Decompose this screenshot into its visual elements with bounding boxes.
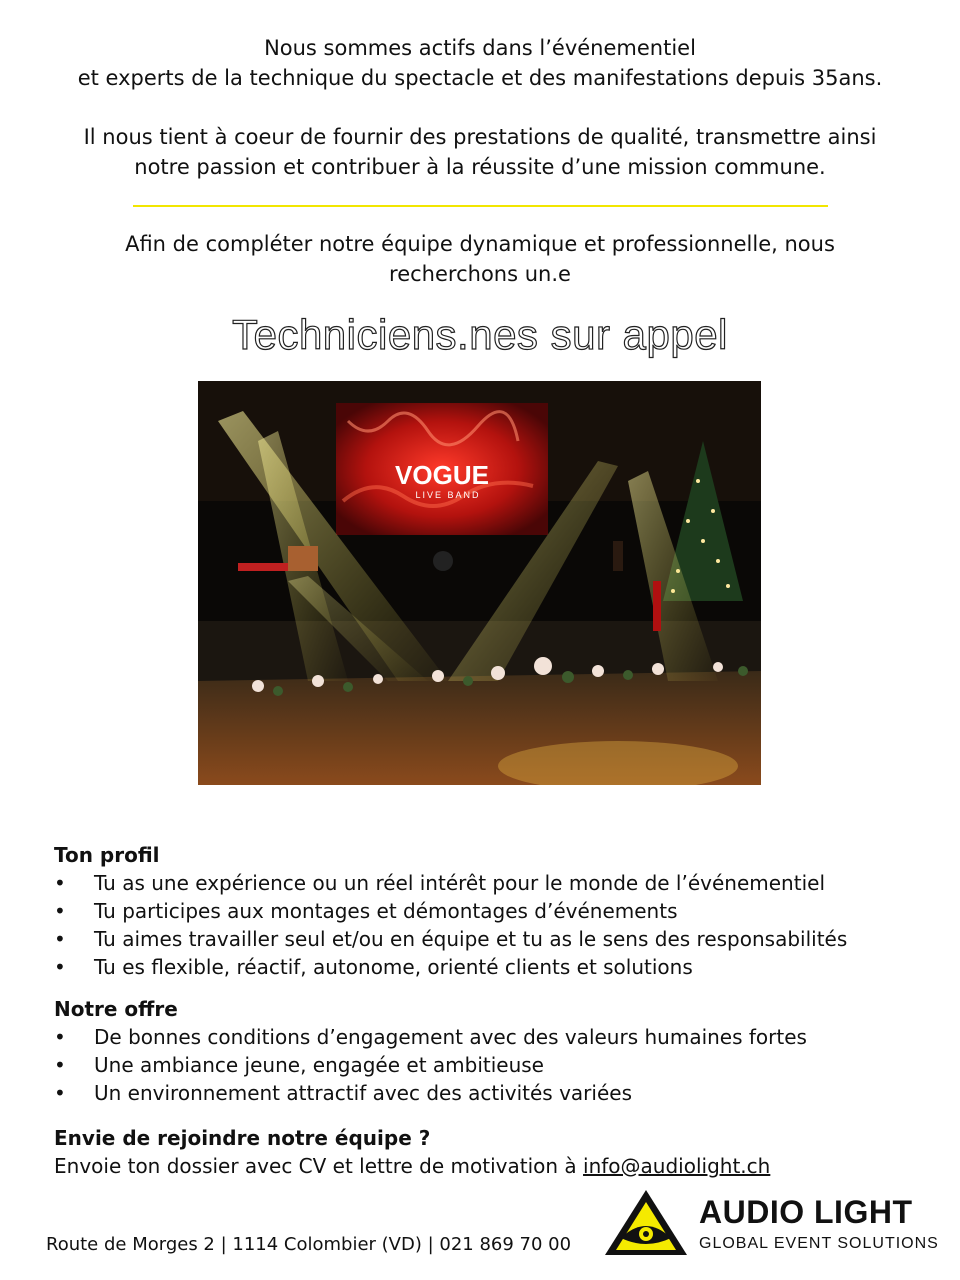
profile-list — [54, 869, 934, 981]
offer-list — [54, 1023, 934, 1107]
list-item: • De bonnes conditions d’engagement avec des valeurs humaines fortes — [54, 1023, 934, 1051]
screen-brand-text: VOGUE — [395, 460, 489, 490]
footer-address: Route de Morges 2 | 1114 Colombier (VD) | 021 869 70 00 — [46, 1234, 572, 1255]
list-item: • Tu as une expérience ou un réel intérêt pour le monde de l’événementiel — [54, 869, 934, 897]
list-item: • Une ambiance jeune, engagée et ambitieuse — [54, 1051, 934, 1079]
intro-paragraph-2 — [40, 122, 920, 182]
list-item: • Un environnement attractif avec des activités variées — [54, 1079, 934, 1107]
audio-light-logo-icon — [603, 1188, 689, 1262]
yellow-divider — [133, 205, 828, 207]
intro-line: et experts de la technique du spectacle et des manifestations depuis 35ans. — [77, 66, 883, 90]
job-title: Techniciens.nes sur appel — [232, 311, 728, 358]
intro-line: notre passion et contribuer à la réussite d’une mission commune. — [134, 155, 826, 179]
intro-line: Nous sommes actifs dans l’événementiel — [264, 36, 696, 60]
list-item: • Tu participes aux montages et démontages d’événements — [54, 897, 934, 925]
brand-name: AUDIO LIGHT — [699, 1194, 913, 1230]
email-link[interactable]: info@audiolight.ch — [583, 1154, 771, 1178]
apply-heading: Envie de rejoindre notre équipe ? — [54, 1126, 431, 1150]
intro-line: Afin de compléter notre équipe dynamique et professionnelle, nous — [125, 232, 835, 256]
intro-line: Il nous tient à coeur de fournir des prestations de qualité, transmettre ainsi — [83, 125, 877, 149]
stage-photo — [198, 381, 761, 785]
brand-tagline: GLOBAL EVENT SOLUTIONS — [699, 1235, 939, 1252]
apply-text: Envoie ton dossier avec CV et lettre de motivation à — [54, 1154, 584, 1178]
list-item: • Tu aimes travailler seul et/ou en équipe et tu as le sens des responsabilités — [54, 925, 934, 953]
screen-subtitle-text: LIVE BAND — [415, 490, 481, 500]
apply-section — [54, 1124, 934, 1180]
intro-line: recherchons un.e — [389, 262, 571, 286]
apply-line — [54, 1152, 934, 1180]
profile-section — [54, 841, 934, 981]
intro-paragraph-1 — [40, 33, 920, 93]
offer-heading: Notre offre — [54, 997, 178, 1021]
intro-paragraph-3 — [40, 229, 920, 289]
offer-section — [54, 995, 934, 1107]
profile-heading: Ton profil — [54, 843, 160, 867]
list-item: • Tu es flexible, réactif, autonome, orienté clients et solutions — [54, 953, 934, 981]
